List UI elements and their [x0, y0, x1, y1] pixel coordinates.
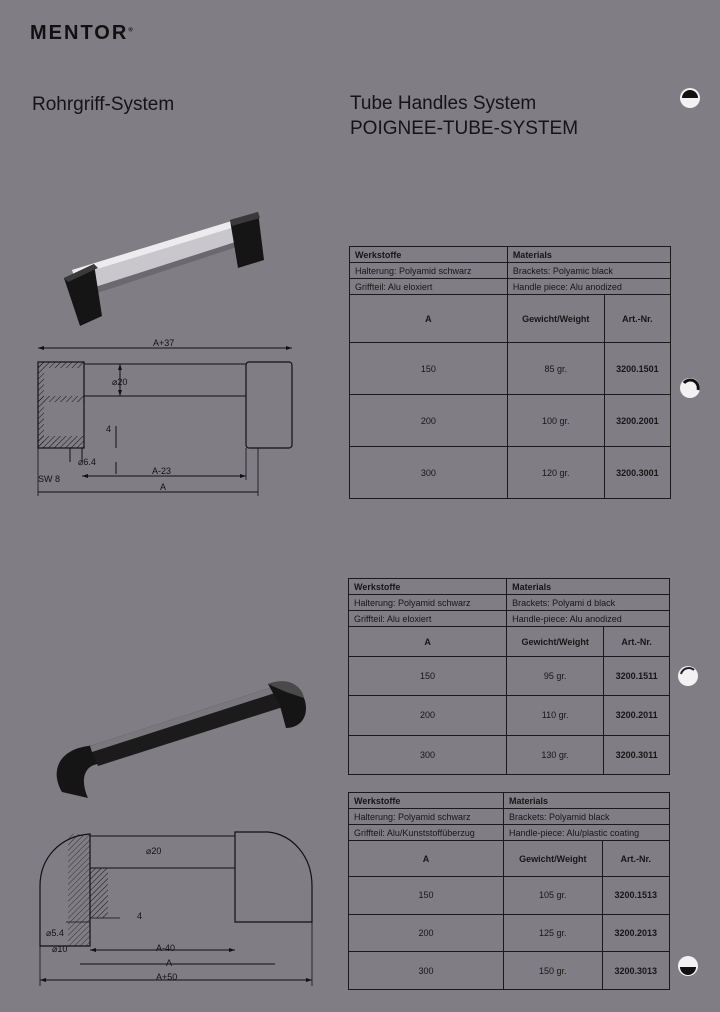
col-art-header: Art.-Nr. [604, 295, 670, 343]
dim-4: 4 [137, 911, 143, 921]
punch-hole-icon [674, 662, 704, 692]
cell-a: 300 [350, 447, 508, 499]
brackets-text: Brackets: Polyamid black [504, 809, 670, 825]
curved-handle-photo [40, 672, 315, 822]
punch-hole-icon [676, 84, 706, 114]
werkstoffe-header: Werkstoffe [350, 247, 508, 263]
table-row [350, 395, 671, 447]
cell-a: 150 [350, 343, 508, 395]
col-a-header: A [350, 295, 508, 343]
brand-logo: MENTOR® [30, 22, 133, 44]
cell-a: 200 [349, 914, 504, 952]
title-german: Rohrgriff-System [32, 94, 175, 115]
brackets-text: Brackets: Polyami d black [507, 595, 670, 611]
spec-table-3 [348, 792, 670, 990]
cell-weight: 130 gr. [507, 735, 604, 774]
cell-art: 3200.3001 [604, 447, 670, 499]
dim-a-plus-50: A+50 [156, 972, 178, 982]
col-weight-header: Gewicht/Weight [504, 841, 603, 877]
cell-art: 3200.2011 [604, 696, 670, 735]
dim-diameter-10: ⌀10 [52, 944, 68, 954]
handle-piece-text: Handle piece: Alu anodized [507, 279, 670, 295]
cell-art: 3200.1513 [602, 877, 669, 915]
dim-a-plus-37: A+37 [153, 338, 175, 348]
cell-weight: 150 gr. [504, 952, 603, 990]
table-row [350, 343, 671, 395]
cell-weight: 110 gr. [507, 696, 604, 735]
cell-a: 200 [350, 395, 508, 447]
dim-diameter-20: ⌀20 [146, 846, 162, 856]
dim-4: 4 [106, 424, 112, 434]
table-row [349, 914, 670, 952]
cell-art: 3200.2013 [602, 914, 669, 952]
punch-hole-icon [676, 374, 706, 404]
cell-art: 3200.3011 [604, 735, 670, 774]
table-row [349, 735, 670, 774]
griffteil-text: Griffteil: Alu/Kunststoffüberzug [349, 825, 504, 841]
handle-piece-text: Handle-piece: Alu anodized [507, 611, 670, 627]
werkstoffe-header: Werkstoffe [349, 579, 507, 595]
col-a-header: A [349, 841, 504, 877]
col-art-header: Art.-Nr. [604, 627, 670, 657]
dim-a: A [166, 958, 173, 968]
dim-a-minus-23: A-23 [152, 466, 172, 476]
col-art-header: Art.-Nr. [602, 841, 669, 877]
cell-a: 200 [349, 696, 507, 735]
dim-diameter-20: ⌀20 [112, 377, 128, 387]
dim-diameter-5-4: ⌀5.4 [46, 928, 64, 938]
cell-art: 3200.3013 [602, 952, 669, 990]
punch-hole-icon [674, 952, 704, 982]
title-english: Tube Handles System [350, 93, 537, 114]
cell-art: 3200.1501 [604, 343, 670, 395]
table-row [349, 696, 670, 735]
cell-weight: 85 gr. [507, 343, 604, 395]
handle-piece-text: Handle-piece: Alu/plastic coating [504, 825, 670, 841]
materials-header: Materials [507, 247, 670, 263]
table-row [350, 447, 671, 499]
dim-a-minus-40: A-40 [156, 943, 176, 953]
cell-weight: 120 gr. [507, 447, 604, 499]
griffteil-text: Griffteil: Alu eloxiert [350, 279, 508, 295]
cell-a: 300 [349, 735, 507, 774]
cell-weight: 95 gr. [507, 657, 604, 696]
cell-a: 150 [349, 877, 504, 915]
table-row [349, 657, 670, 696]
cell-a: 150 [349, 657, 507, 696]
title-french: POIGNEE-TUBE-SYSTEM [350, 118, 579, 139]
table-row [349, 952, 670, 990]
col-weight-header: Gewicht/Weight [507, 295, 604, 343]
cell-art: 3200.2001 [604, 395, 670, 447]
dim-sw-8: SW 8 [38, 474, 61, 484]
dim-diameter-6-4: ⌀6.4 [78, 457, 96, 467]
spec-table-1 [349, 246, 671, 499]
halterung-text: Halterung: Polyamid schwarz [350, 263, 508, 279]
technical-drawing-2 [30, 826, 320, 988]
col-a-header: A [349, 627, 507, 657]
cell-weight: 100 gr. [507, 395, 604, 447]
materials-header: Materials [507, 579, 670, 595]
cell-art: 3200.1511 [604, 657, 670, 696]
cell-weight: 105 gr. [504, 877, 603, 915]
griffteil-text: Griffteil: Alu eloxiert [349, 611, 507, 627]
werkstoffe-header: Werkstoffe [349, 793, 504, 809]
cell-a: 300 [349, 952, 504, 990]
brackets-text: Brackets: Polyamic black [507, 263, 670, 279]
materials-header: Materials [504, 793, 670, 809]
halterung-text: Halterung: Polyamid schwarz [349, 809, 504, 825]
cell-weight: 125 gr. [504, 914, 603, 952]
col-weight-header: Gewicht/Weight [507, 627, 604, 657]
tube-handle-photo [60, 208, 270, 333]
halterung-text: Halterung: Polyamid schwarz [349, 595, 507, 611]
spec-table-2 [348, 578, 670, 775]
dim-a: A [160, 482, 167, 492]
table-row [349, 877, 670, 915]
